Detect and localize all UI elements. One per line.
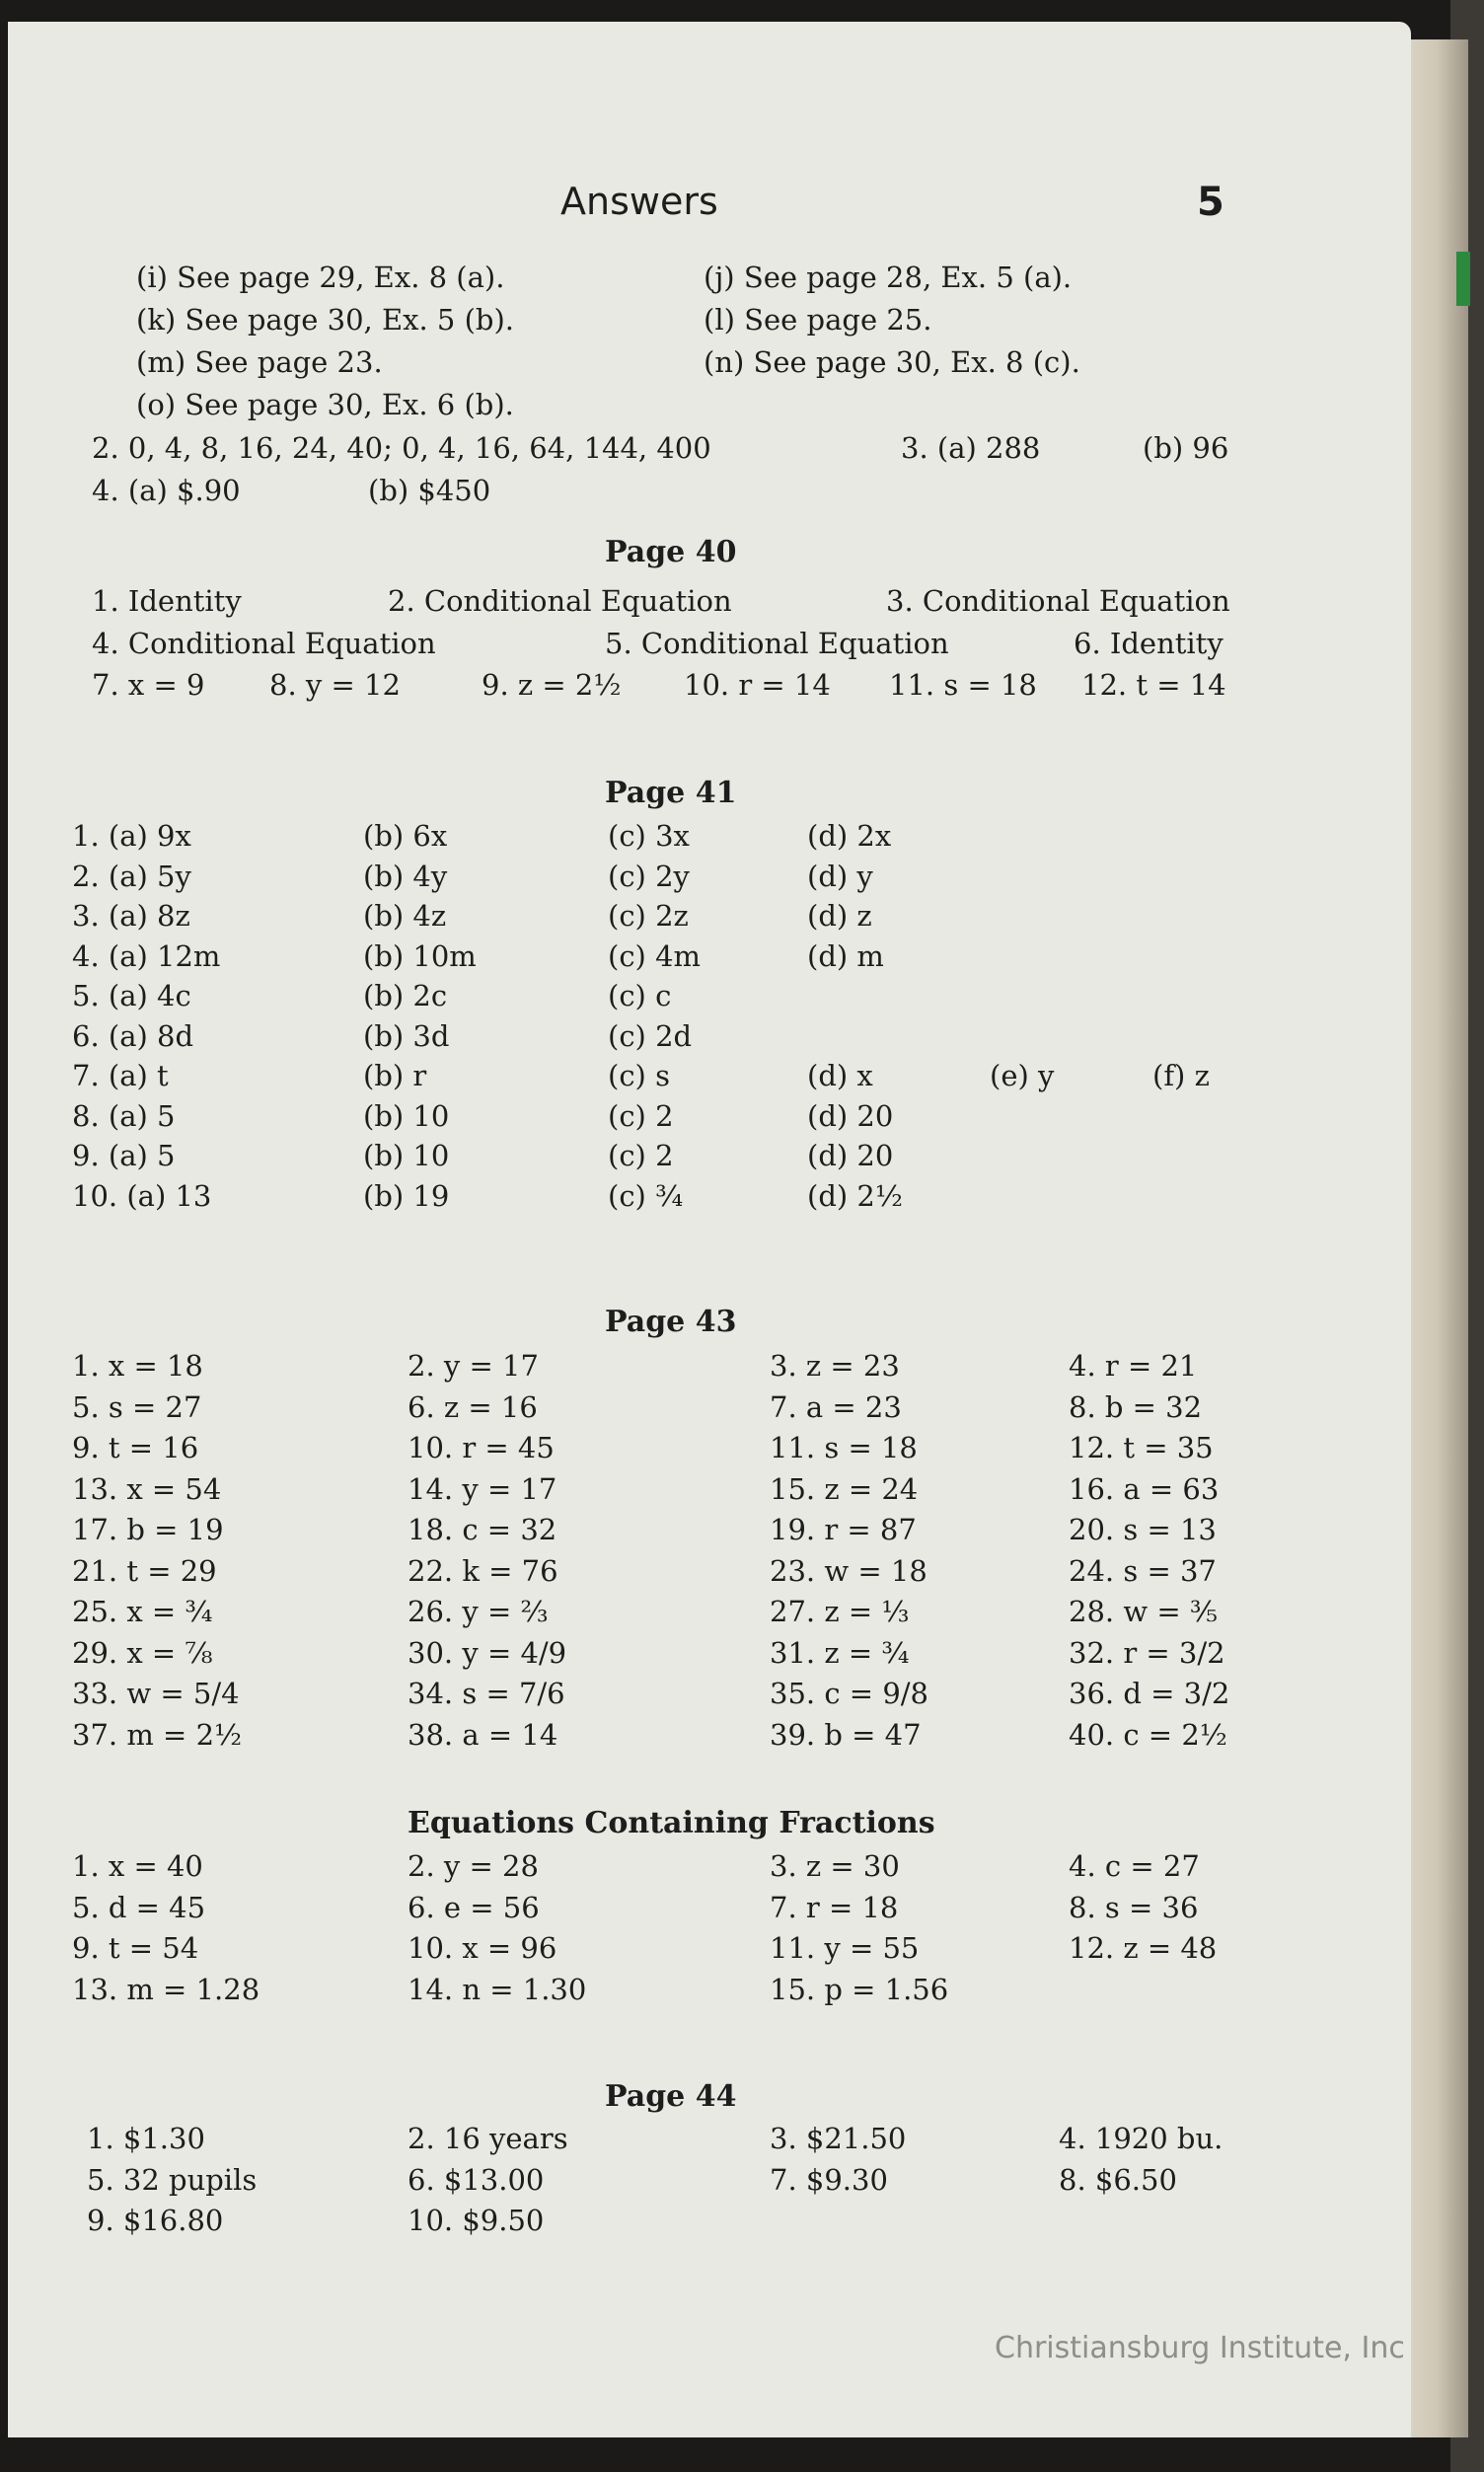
answer-item: 11. s = 18 <box>889 668 1037 702</box>
answer-cell: 6. (a) 8d <box>72 1018 194 1053</box>
answer-item: 10. r = 14 <box>684 668 831 702</box>
answer-cell: 11. s = 18 <box>770 1431 918 1464</box>
answer-item: 4. (a) $.90 <box>92 474 241 507</box>
answer-cell: (c) 3x <box>608 819 690 853</box>
answer-cell: 13. m = 1.28 <box>72 1972 260 2006</box>
answer-cell: 4. c = 27 <box>1069 1849 1200 1883</box>
answer-cell: 21. t = 29 <box>72 1553 217 1588</box>
answer-cell: 12. t = 35 <box>1069 1431 1214 1464</box>
answer-item: (b) $450 <box>368 474 491 507</box>
answer-cell: 20. s = 13 <box>1069 1513 1217 1546</box>
answer-cell: 2. (a) 5y <box>72 859 191 893</box>
answer-item: 12. t = 14 <box>1081 668 1226 702</box>
page43-heading: Page 43 <box>605 1305 737 1339</box>
answer-cell: (c) c <box>608 979 672 1012</box>
answer-cell: (b) 2c <box>363 979 448 1012</box>
answer-cell: 16. a = 63 <box>1069 1471 1220 1506</box>
answer-cell: (c) 2 <box>608 1098 674 1133</box>
answer-cell: 12. z = 48 <box>1069 1931 1218 1965</box>
answer-cell: 31. z = ¾ <box>770 1635 910 1670</box>
answer-cell: (e) y <box>990 1059 1055 1092</box>
answer-item: (o) See page 30, Ex. 6 (b). <box>136 388 514 421</box>
answer-item: (n) See page 30, Ex. 8 (c). <box>704 345 1080 379</box>
answer-cell: 24. s = 37 <box>1069 1553 1217 1588</box>
answer-cell: 32. r = 3/2 <box>1069 1635 1225 1670</box>
answer-cell: 6. z = 16 <box>408 1389 538 1424</box>
answer-cell: 1. x = 40 <box>72 1849 203 1883</box>
answer-cell: 7. $9.30 <box>770 2162 888 2197</box>
answer-cell: 19. r = 87 <box>770 1513 917 1546</box>
answer-cell: (f) z <box>1152 1059 1210 1092</box>
answer-cell: 14. y = 17 <box>408 1471 557 1506</box>
answer-cell: 7. r = 18 <box>770 1890 899 1924</box>
answer-cell: 5. s = 27 <box>72 1389 202 1424</box>
answer-cell: 5. (a) 4c <box>72 979 191 1012</box>
answer-cell: (c) 2 <box>608 1139 674 1172</box>
page-number: 5 <box>1197 180 1224 225</box>
answer-cell: 27. z = ⅓ <box>770 1595 910 1628</box>
answer-item: 9. z = 2½ <box>482 668 622 702</box>
answer-item: 6. Identity <box>1074 627 1224 660</box>
answer-cell: 14. n = 1.30 <box>408 1972 587 2006</box>
page44-heading: Page 44 <box>605 2079 737 2114</box>
answer-cell: (d) y <box>807 859 873 893</box>
answer-cell: 35. c = 9/8 <box>770 1677 928 1710</box>
answer-cell: 2. y = 17 <box>408 1349 539 1383</box>
answer-cell: 22. k = 76 <box>408 1553 558 1588</box>
answer-item: 8. y = 12 <box>269 668 401 702</box>
answer-cell: 2. y = 28 <box>408 1849 539 1883</box>
answer-cell: 1. $1.30 <box>87 2122 205 2155</box>
answer-cell: 2. 16 years <box>408 2122 568 2155</box>
answer-cell: (b) 3d <box>363 1018 450 1053</box>
answer-cell: 10. x = 96 <box>408 1931 557 1965</box>
answer-cell: (c) 2d <box>608 1018 693 1053</box>
answer-cell: (b) 19 <box>363 1178 450 1213</box>
answer-cell: 4. (a) 12m <box>72 938 221 973</box>
answer-cell: (d) x <box>807 1059 873 1092</box>
answer-cell: 6. e = 56 <box>408 1890 540 1924</box>
answer-cell: 40. c = 2½ <box>1069 1717 1227 1752</box>
answer-cell: 7. a = 23 <box>770 1389 902 1424</box>
answer-cell: (d) 2½ <box>807 1178 903 1213</box>
answer-cell: (d) 2x <box>807 819 892 853</box>
answer-cell: (b) 4y <box>363 859 448 893</box>
answer-item: (i) See page 29, Ex. 8 (a). <box>136 261 505 294</box>
answer-cell: 8. $6.50 <box>1059 2162 1177 2197</box>
answer-cell: 9. $16.80 <box>87 2204 224 2237</box>
answer-cell: 3. z = 23 <box>770 1349 900 1383</box>
answer-item: (m) See page 23. <box>136 345 383 379</box>
answer-item: 7. x = 9 <box>92 668 205 702</box>
answer-cell: (c) s <box>608 1059 670 1092</box>
fractions-heading: Equations Containing Fractions <box>408 1806 935 1840</box>
answer-cell: 29. x = ⅞ <box>72 1635 213 1670</box>
answer-cell: (d) 20 <box>807 1098 894 1133</box>
page40-heading: Page 40 <box>605 535 737 569</box>
answer-cell: (b) 4z <box>363 899 447 933</box>
answer-cell: (d) z <box>807 899 872 933</box>
answer-cell: 10. r = 45 <box>408 1431 555 1464</box>
answer-cell: 13. x = 54 <box>72 1471 222 1506</box>
answer-item: 1. Identity <box>92 584 242 618</box>
answer-cell: 1. (a) 9x <box>72 819 191 853</box>
book-page <box>8 22 1411 2437</box>
answer-cell: 8. b = 32 <box>1069 1389 1203 1424</box>
answer-cell: 26. y = ⅔ <box>408 1595 549 1628</box>
answer-cell: 5. 32 pupils <box>87 2162 258 2197</box>
answer-cell: 17. b = 19 <box>72 1513 224 1546</box>
page-title: Answers <box>560 180 718 223</box>
answer-cell: 10. (a) 13 <box>72 1178 212 1213</box>
answer-cell: 7. (a) t <box>72 1059 169 1092</box>
answer-cell: 10. $9.50 <box>408 2204 545 2237</box>
answer-cell: 18. c = 32 <box>408 1513 557 1546</box>
answer-cell: (d) m <box>807 938 884 973</box>
answer-cell: 37. m = 2½ <box>72 1717 243 1752</box>
answer-cell: 30. y = 4/9 <box>408 1635 567 1670</box>
answer-cell: 39. b = 47 <box>770 1717 922 1752</box>
answer-cell: 23. w = 18 <box>770 1553 928 1588</box>
answer-cell: (c) 2y <box>608 859 690 893</box>
answer-cell: 38. a = 14 <box>408 1717 558 1752</box>
answer-cell: 8. s = 36 <box>1069 1890 1199 1924</box>
answer-cell: (b) 10 <box>363 1098 450 1133</box>
answer-cell: 9. (a) 5 <box>72 1139 176 1172</box>
answer-item: 2. 0, 4, 8, 16, 24, 40; 0, 4, 16, 64, 144, 400 <box>92 431 711 465</box>
answer-item: (j) See page 28, Ex. 5 (a). <box>704 261 1073 294</box>
answer-cell: 33. w = 5/4 <box>72 1677 240 1710</box>
answer-cell: 6. $13.00 <box>408 2162 545 2197</box>
watermark: Christiansburg Institute, Inc <box>995 2331 1405 2365</box>
answer-cell: 9. t = 16 <box>72 1431 199 1464</box>
answer-cell: 3. z = 30 <box>770 1849 900 1883</box>
answer-cell: 36. d = 3/2 <box>1069 1677 1230 1710</box>
answer-item: (l) See page 25. <box>704 303 932 337</box>
cover-green-mark <box>1456 252 1470 306</box>
answer-item: 3. Conditional Equation <box>886 584 1230 618</box>
answer-cell: 5. d = 45 <box>72 1890 206 1924</box>
answer-cell: (c) 2z <box>608 899 689 933</box>
answer-cell: (b) 10 <box>363 1139 450 1172</box>
answer-item: 5. Conditional Equation <box>605 627 949 660</box>
answer-cell: (d) 20 <box>807 1139 894 1172</box>
answer-cell: 3. (a) 8z <box>72 899 190 933</box>
answer-cell: 28. w = ⅗ <box>1069 1595 1219 1628</box>
answer-item: (k) See page 30, Ex. 5 (b). <box>136 303 515 337</box>
answer-item: (b) 96 <box>1143 431 1229 465</box>
answer-cell: 8. (a) 5 <box>72 1098 176 1133</box>
answer-cell: (c) 4m <box>608 938 702 973</box>
answer-cell: 9. t = 54 <box>72 1931 199 1965</box>
answer-cell: (b) 6x <box>363 819 448 853</box>
answer-cell: 15. p = 1.56 <box>770 1972 949 2006</box>
answer-item: 3. (a) 288 <box>901 431 1041 465</box>
answer-cell: 11. y = 55 <box>770 1931 920 1965</box>
page41-heading: Page 41 <box>605 776 737 810</box>
answer-cell: (b) 10m <box>363 938 477 973</box>
answer-cell: 34. s = 7/6 <box>408 1677 565 1710</box>
answer-cell: 15. z = 24 <box>770 1471 919 1506</box>
answer-cell: 3. $21.50 <box>770 2122 907 2155</box>
answer-cell: (b) r <box>363 1059 427 1092</box>
answer-cell: 4. 1920 bu. <box>1059 2122 1224 2155</box>
answer-cell: (c) ¾ <box>608 1178 684 1213</box>
answer-cell: 25. x = ¾ <box>72 1595 213 1628</box>
answer-item: 4. Conditional Equation <box>92 627 436 660</box>
answer-cell: 4. r = 21 <box>1069 1349 1198 1383</box>
answer-cell: 1. x = 18 <box>72 1349 203 1383</box>
answer-item: 2. Conditional Equation <box>388 584 732 618</box>
